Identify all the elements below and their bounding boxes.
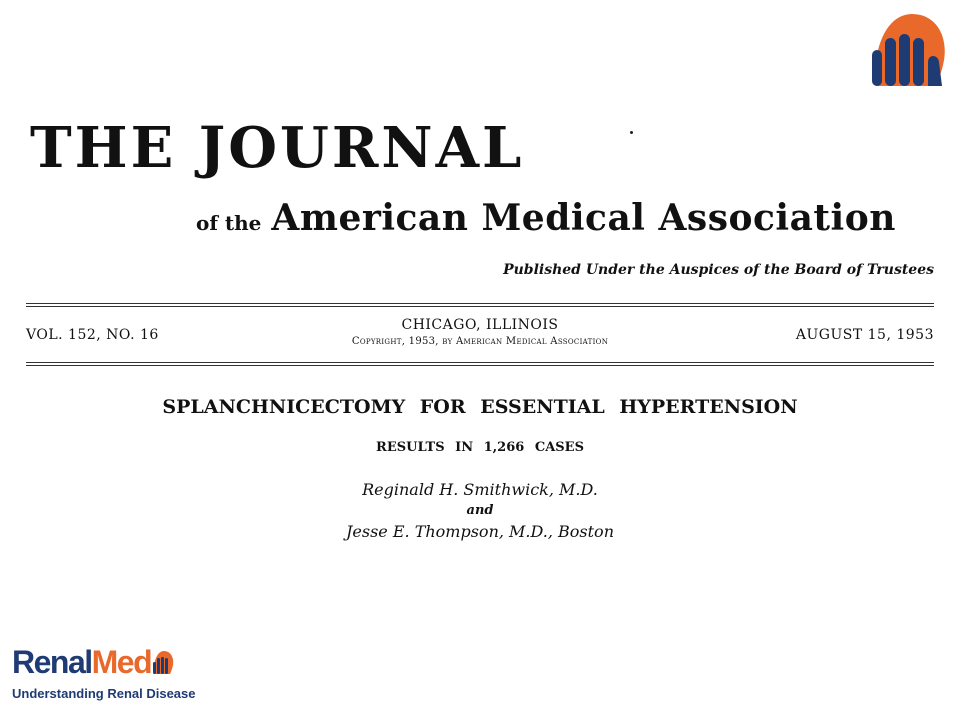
article-title: SPLANCHNICECTOMY FOR ESSENTIAL HYPERTENSION — [162, 396, 798, 418]
journal-subtitle-small: of the — [196, 211, 262, 235]
brand-logo — [12, 646, 174, 678]
volume-number: VOL. 152, NO. 16 — [26, 327, 159, 343]
hand-logo-icon — [152, 650, 174, 674]
journal-subtitle-large: American Medical Association — [271, 197, 896, 239]
brand-tagline: Understanding Renal Disease — [12, 686, 196, 701]
author-conjunction: and — [466, 503, 494, 518]
author-1: Reginald H. Smithwick, M.D. — [362, 480, 598, 499]
hand-logo-icon — [868, 10, 948, 88]
author-2: Jesse E. Thompson, M.D., Boston — [345, 522, 614, 541]
masthead-bottom-rule — [26, 362, 934, 366]
brand-name — [12, 646, 151, 678]
print-speck — [630, 131, 633, 134]
copyright-line: Copyright, 1953, by American Medical Association — [351, 336, 609, 347]
journal-title: THE JOURNAL — [30, 115, 525, 181]
publication-date: AUGUST 15, 1953 — [795, 327, 934, 343]
journal-subtitle — [196, 197, 896, 239]
brand-name-part1: Renal — [12, 644, 92, 680]
published-under-line: Published Under the Auspices of the Board of Trustees — [503, 262, 934, 278]
publication-city: CHICAGO, ILLINOIS — [401, 317, 559, 333]
brand-name-part2: Med — [91, 644, 152, 680]
article-subtitle: RESULTS IN 1,266 CASES — [376, 440, 584, 455]
masthead-top-rule — [26, 303, 934, 307]
